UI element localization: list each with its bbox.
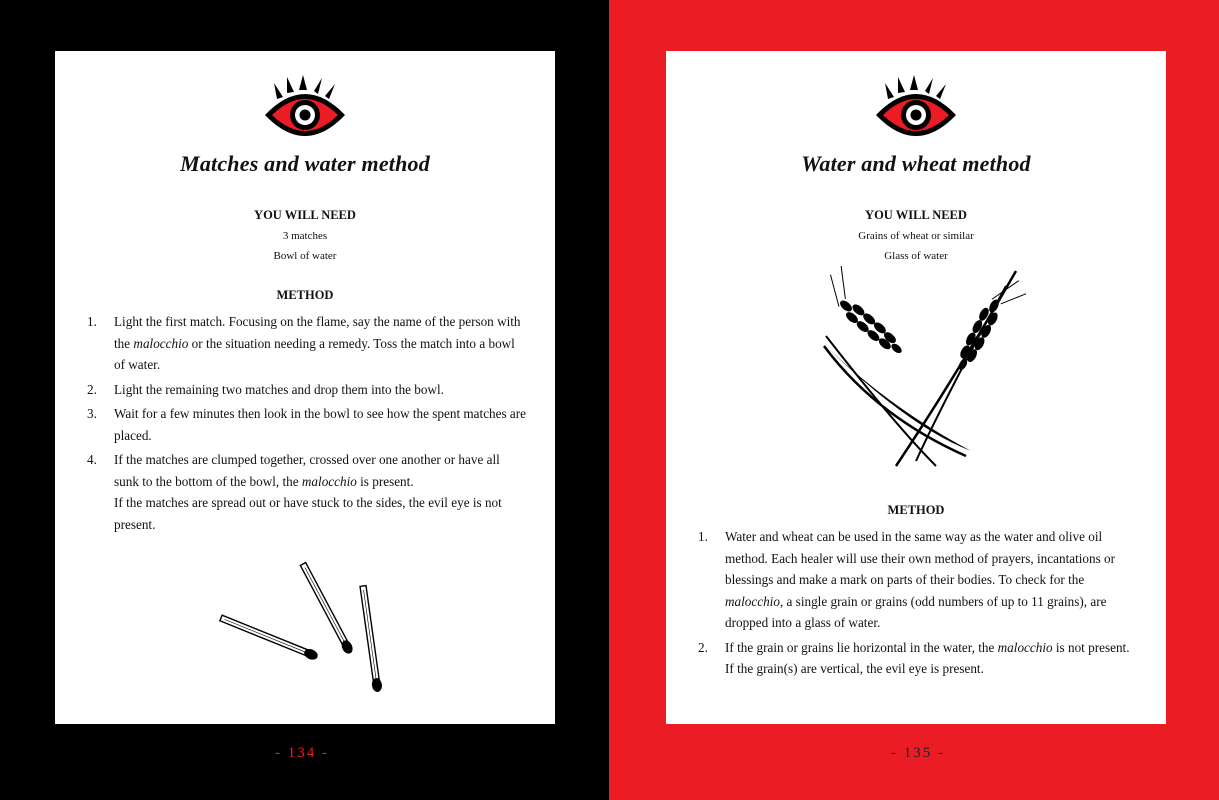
ingredient-item: 3 matches (282, 230, 328, 242)
step-text: Wait for a few minutes then look in the bowl to see how the spent matches are placed. (114, 406, 527, 443)
step-number: 3. (87, 406, 97, 421)
step-text: If the matches are clumped together, crossed over one another or have all sunk to the bottom of the bowl, the (114, 452, 500, 489)
you-will-need-heading: YOU WILL NEED (254, 208, 356, 222)
step-number: 2. (87, 381, 97, 397)
step-number: 1. (87, 314, 97, 329)
left-page-background (0, 0, 609, 800)
method-step (87, 403, 527, 446)
method-step (698, 526, 1138, 634)
step-text-italic: malocchio (133, 335, 189, 351)
ingredient-item: Grains of wheat or similar (858, 230, 974, 242)
step-text: , a single grain or grains (odd numbers of up to 11 grains), are dropped into a glass of water. (725, 593, 1107, 630)
method-step (87, 379, 527, 401)
right-page-background (609, 0, 1219, 800)
step-text: If the matches are spread out or have stuck to the sides, the evil eye is not present. (114, 495, 502, 532)
method-steps (698, 526, 1138, 683)
step-text: Light the first match. Focusing on the flame, say the name of the person with the (114, 314, 521, 351)
right-page (666, 51, 1166, 724)
ingredient-item: Bowl of water (273, 250, 337, 262)
evil-eye-icon (263, 75, 347, 139)
step-text: Water and wheat can be used in the same way as the water and olive oil method. Each healer will use their own method of prayers, incantations or blessings and make a mark on parts of their bodies. To check for the (725, 529, 1116, 587)
wheat-icon (816, 266, 1026, 471)
ingredient-item: Glass of water (884, 250, 948, 262)
page-number: - 134 - (275, 745, 329, 761)
step-text-italic: malocchio (725, 593, 780, 609)
method-heading: METHOD (887, 503, 945, 517)
step-text: or the situation needing a remedy. Toss the match into a bowl of water. (114, 335, 515, 372)
matches-icon (215, 556, 395, 706)
step-text: is present. (356, 473, 414, 489)
step-number: 4. (87, 452, 97, 467)
you-will-need-heading: YOU WILL NEED (865, 208, 967, 222)
step-text-italic: malocchio (997, 639, 1053, 655)
page-title: Water and wheat method (801, 151, 1031, 176)
step-text: is not present. If the grain(s) are vertical, the evil eye is present. (725, 639, 1130, 676)
left-page (55, 51, 555, 724)
page-number: - 135 - (891, 745, 945, 761)
method-heading: METHOD (276, 288, 334, 302)
method-step (87, 449, 527, 535)
page-title: Matches and water method (180, 151, 430, 176)
method-step (87, 311, 527, 376)
evil-eye-icon (874, 75, 958, 139)
step-number: 2. (698, 639, 708, 655)
method-step (698, 637, 1138, 680)
step-number: 1. (698, 529, 708, 544)
step-text-italic: malocchio (301, 473, 357, 489)
method-steps (87, 311, 527, 538)
ingredient-list (55, 230, 555, 270)
step-text: Light the remaining two matches and drop them into the bowl. (114, 381, 444, 397)
ingredient-list (666, 230, 1166, 270)
step-text: If the grain or grains lie horizontal in the water, the (725, 639, 998, 655)
